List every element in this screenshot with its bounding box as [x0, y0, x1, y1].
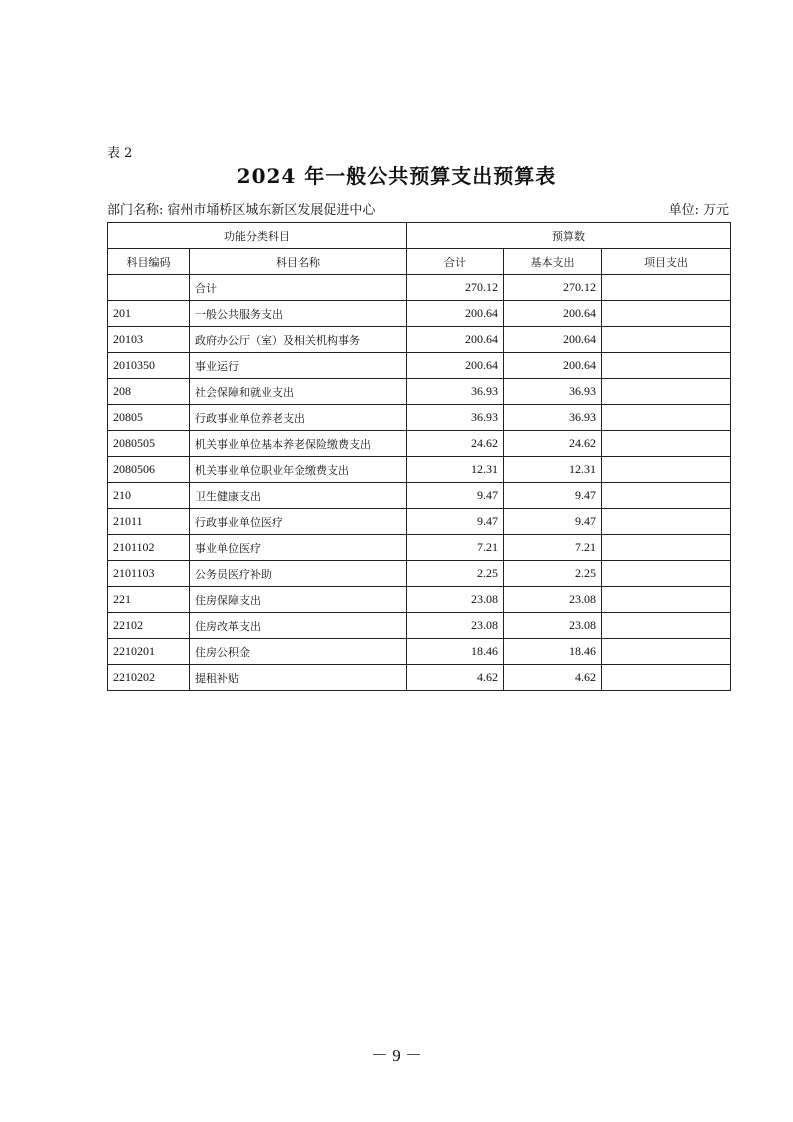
table-row [108, 483, 731, 509]
cell-project [602, 639, 731, 665]
department-name: 宿州市埇桥区城东新区发展促进中心 [167, 203, 376, 218]
cell-total: 12.31 [407, 457, 504, 483]
unit-value: 万元 [702, 203, 729, 218]
cell-code: 2210202 [108, 665, 190, 691]
cell-name: 住房保障支出 [190, 587, 407, 613]
cell-basic: 200.64 [504, 301, 602, 327]
table-row [108, 431, 731, 457]
cell-name: 机关事业单位基本养老保险缴费支出 [190, 431, 407, 457]
budget-table [107, 222, 731, 691]
cell-name: 住房公积金 [190, 639, 407, 665]
table-row [108, 353, 731, 379]
cell-name: 事业单位医疗 [190, 535, 407, 561]
header-code: 科目编码 [108, 249, 190, 275]
cell-name: 政府办公厅（室）及相关机构事务 [190, 327, 407, 353]
cell-basic: 4.62 [504, 665, 602, 691]
cell-basic: 200.64 [504, 353, 602, 379]
cell-code: 221 [108, 587, 190, 613]
cell-total: 2.25 [407, 561, 504, 587]
table-row [108, 509, 731, 535]
document-title: 2024 年一般公共预算支出预算表 [236, 164, 557, 188]
cell-project [602, 535, 731, 561]
cell-basic: 7.21 [504, 535, 602, 561]
unit-label: 单位: [668, 203, 699, 218]
cell-project [602, 301, 731, 327]
cell-code: 2101102 [108, 535, 190, 561]
cell-total: 270.12 [407, 275, 504, 301]
cell-name: 机关事业单位职业年金缴费支出 [190, 457, 407, 483]
table-row [108, 665, 731, 691]
table-row [108, 301, 731, 327]
cell-project [602, 509, 731, 535]
header-total: 合计 [407, 249, 504, 275]
table-row [108, 613, 731, 639]
cell-basic: 23.08 [504, 613, 602, 639]
department-label: 部门名称: [107, 203, 164, 218]
cell-code [108, 275, 190, 301]
cell-project [602, 561, 731, 587]
cell-code: 2080506 [108, 457, 190, 483]
cell-basic: 36.93 [504, 379, 602, 405]
cell-project [602, 275, 731, 301]
cell-basic: 2.25 [504, 561, 602, 587]
cell-basic: 36.93 [504, 405, 602, 431]
header-basic: 基本支出 [504, 249, 602, 275]
cell-name: 合计 [190, 275, 407, 301]
table-row [108, 457, 731, 483]
table-row [108, 327, 731, 353]
cell-project [602, 431, 731, 457]
table-column-header-row [108, 249, 731, 275]
cell-basic: 24.62 [504, 431, 602, 457]
cell-basic: 9.47 [504, 509, 602, 535]
header-budget-amount: 预算数 [407, 223, 731, 249]
cell-name: 事业运行 [190, 353, 407, 379]
cell-basic: 9.47 [504, 483, 602, 509]
cell-name: 住房改革支出 [190, 613, 407, 639]
cell-code: 2210201 [108, 639, 190, 665]
cell-basic: 18.46 [504, 639, 602, 665]
cell-code: 22102 [108, 613, 190, 639]
table-row [108, 405, 731, 431]
cell-code: 2010350 [108, 353, 190, 379]
table-row [108, 275, 731, 301]
table-row [108, 561, 731, 587]
cell-total: 7.21 [407, 535, 504, 561]
cell-basic: 270.12 [504, 275, 602, 301]
cell-code: 21011 [108, 509, 190, 535]
header-functional-classification: 功能分类科目 [108, 223, 407, 249]
page-number: － 9 － [371, 1046, 422, 1065]
table-group-header-row [108, 223, 731, 249]
unit-info [669, 199, 729, 218]
cell-name: 公务员医疗补助 [190, 561, 407, 587]
cell-total: 200.64 [407, 301, 504, 327]
cell-code: 20805 [108, 405, 190, 431]
table-row [108, 379, 731, 405]
cell-name: 行政事业单位养老支出 [190, 405, 407, 431]
header-name: 科目名称 [190, 249, 407, 275]
cell-total: 4.62 [407, 665, 504, 691]
table-row [108, 535, 731, 561]
cell-project [602, 405, 731, 431]
table-row [108, 587, 731, 613]
cell-code: 201 [108, 301, 190, 327]
cell-project [602, 483, 731, 509]
meta-row [107, 199, 729, 218]
cell-total: 23.08 [407, 587, 504, 613]
cell-total: 36.93 [407, 379, 504, 405]
cell-name: 一般公共服务支出 [190, 301, 407, 327]
cell-total: 36.93 [407, 405, 504, 431]
cell-code: 2080505 [108, 431, 190, 457]
cell-project [602, 457, 731, 483]
cell-code: 2101103 [108, 561, 190, 587]
table-label: 表 2 [107, 146, 133, 161]
cell-name: 提租补贴 [190, 665, 407, 691]
cell-total: 200.64 [407, 353, 504, 379]
cell-project [602, 379, 731, 405]
cell-name: 卫生健康支出 [190, 483, 407, 509]
cell-project [602, 353, 731, 379]
cell-code: 20103 [108, 327, 190, 353]
cell-name: 社会保障和就业支出 [190, 379, 407, 405]
cell-total: 9.47 [407, 509, 504, 535]
cell-project [602, 613, 731, 639]
cell-project [602, 327, 731, 353]
cell-total: 23.08 [407, 613, 504, 639]
department-info [107, 199, 375, 218]
cell-total: 18.46 [407, 639, 504, 665]
cell-project [602, 587, 731, 613]
cell-basic: 200.64 [504, 327, 602, 353]
cell-total: 24.62 [407, 431, 504, 457]
table-body [108, 275, 731, 691]
table-row [108, 639, 731, 665]
cell-code: 208 [108, 379, 190, 405]
cell-name: 行政事业单位医疗 [190, 509, 407, 535]
cell-project [602, 665, 731, 691]
cell-total: 9.47 [407, 483, 504, 509]
cell-basic: 12.31 [504, 457, 602, 483]
cell-code: 210 [108, 483, 190, 509]
header-project: 项目支出 [602, 249, 731, 275]
cell-basic: 23.08 [504, 587, 602, 613]
cell-total: 200.64 [407, 327, 504, 353]
